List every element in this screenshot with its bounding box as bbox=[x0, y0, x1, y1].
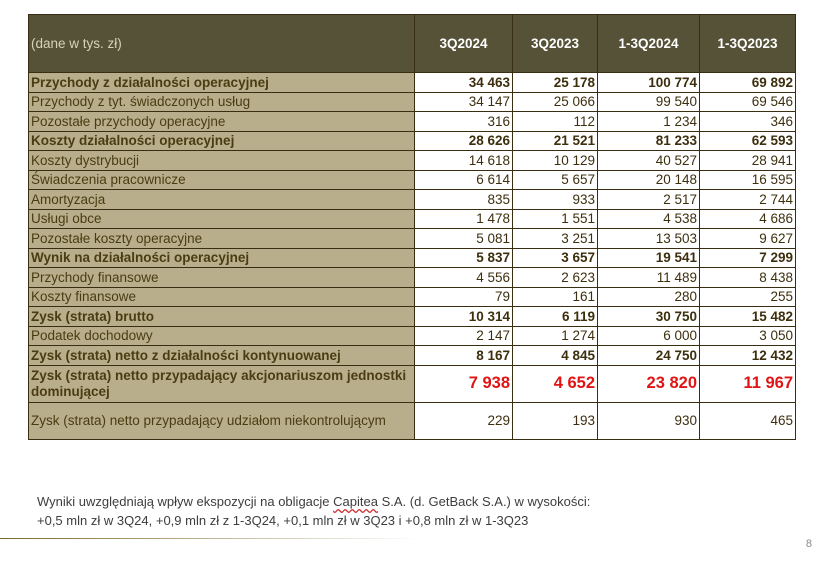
cell-value: 34 147 bbox=[415, 92, 513, 112]
cell-value: 81 233 bbox=[598, 131, 700, 151]
cell-value: 465 bbox=[700, 402, 796, 439]
cell-value: 14 618 bbox=[415, 151, 513, 171]
cell-value: 7 299 bbox=[700, 248, 796, 268]
cell-value: 4 556 bbox=[415, 268, 513, 288]
cell-value: 280 bbox=[598, 287, 700, 307]
column-header-1-3q2024: 1-3Q2024 bbox=[598, 15, 700, 73]
cell-value: 16 595 bbox=[700, 170, 796, 190]
row-label: Przychody z działalności operacyjnej bbox=[29, 73, 415, 93]
cell-value: 10 314 bbox=[415, 307, 513, 327]
table-row bbox=[29, 346, 796, 366]
cell-value: 30 750 bbox=[598, 307, 700, 327]
cell-value: 69 546 bbox=[700, 92, 796, 112]
cell-value: 28 626 bbox=[415, 131, 513, 151]
cell-value: 1 551 bbox=[513, 209, 598, 229]
cell-value: 69 892 bbox=[700, 73, 796, 93]
cell-value: 25 178 bbox=[513, 73, 598, 93]
footnote-line-2: +0,5 mln zł w 3Q24, +0,9 mln zł z 1-3Q24, +0,1 mln zł w 3Q23 i +0,8 mln zł w 1-3Q23 bbox=[37, 513, 529, 528]
row-label: Koszty dystrybucji bbox=[29, 151, 415, 171]
row-label: Przychody finansowe bbox=[29, 268, 415, 288]
row-label: Podatek dochodowy bbox=[29, 326, 415, 346]
cell-value: 11 489 bbox=[598, 268, 700, 288]
table-row bbox=[29, 229, 796, 249]
row-label: Zysk (strata) netto przypadający akcjonariuszom jednostki dominującej bbox=[29, 365, 415, 402]
row-label: Pozostałe koszty operacyjne bbox=[29, 229, 415, 249]
table-header-row bbox=[29, 15, 796, 73]
cell-value: 1 234 bbox=[598, 112, 700, 132]
footnote-text-a: Wyniki uwzględniają wpływ ekspozycji na obligacje bbox=[37, 494, 334, 509]
cell-value: 933 bbox=[513, 190, 598, 210]
cell-value: 15 482 bbox=[700, 307, 796, 327]
cell-value: 19 541 bbox=[598, 248, 700, 268]
table-row bbox=[29, 151, 796, 171]
cell-value: 835 bbox=[415, 190, 513, 210]
footer-divider bbox=[0, 538, 420, 539]
cell-value: 112 bbox=[513, 112, 598, 132]
row-label: Zysk (strata) brutto bbox=[29, 307, 415, 327]
cell-value: 2 147 bbox=[415, 326, 513, 346]
cell-value: 3 657 bbox=[513, 248, 598, 268]
cell-value: 346 bbox=[700, 112, 796, 132]
table-row bbox=[29, 112, 796, 132]
cell-value: 255 bbox=[700, 287, 796, 307]
table-row bbox=[29, 92, 796, 112]
row-label: Świadczenia pracownicze bbox=[29, 170, 415, 190]
cell-value: 6 119 bbox=[513, 307, 598, 327]
cell-value: 11 967 bbox=[700, 365, 796, 402]
cell-value: 28 941 bbox=[700, 151, 796, 171]
row-label: Zysk (strata) netto przypadający udziałom niekontrolującym bbox=[29, 402, 415, 439]
cell-value: 9 627 bbox=[700, 229, 796, 249]
cell-value: 161 bbox=[513, 287, 598, 307]
cell-value: 5 657 bbox=[513, 170, 598, 190]
row-label: Koszty finansowe bbox=[29, 287, 415, 307]
table-row bbox=[29, 73, 796, 93]
table-row bbox=[29, 402, 796, 439]
table-row bbox=[29, 190, 796, 210]
cell-value: 6 000 bbox=[598, 326, 700, 346]
cell-value: 8 438 bbox=[700, 268, 796, 288]
cell-value: 229 bbox=[415, 402, 513, 439]
cell-value: 5 837 bbox=[415, 248, 513, 268]
cell-value: 4 845 bbox=[513, 346, 598, 366]
cell-value: 3 251 bbox=[513, 229, 598, 249]
cell-value: 4 652 bbox=[513, 365, 598, 402]
cell-value: 12 432 bbox=[700, 346, 796, 366]
cell-value: 930 bbox=[598, 402, 700, 439]
cell-value: 23 820 bbox=[598, 365, 700, 402]
cell-value: 1 274 bbox=[513, 326, 598, 346]
table-row bbox=[29, 248, 796, 268]
footnote bbox=[37, 492, 590, 530]
cell-value: 79 bbox=[415, 287, 513, 307]
cell-value: 25 066 bbox=[513, 92, 598, 112]
unit-label: (dane w tys. zł) bbox=[29, 15, 415, 73]
cell-value: 8 167 bbox=[415, 346, 513, 366]
financial-results-table bbox=[28, 14, 796, 440]
cell-value: 24 750 bbox=[598, 346, 700, 366]
cell-value: 2 517 bbox=[598, 190, 700, 210]
table-row bbox=[29, 365, 796, 402]
page-number: 8 bbox=[805, 538, 812, 550]
cell-value: 62 593 bbox=[700, 131, 796, 151]
cell-value: 100 774 bbox=[598, 73, 700, 93]
cell-value: 5 081 bbox=[415, 229, 513, 249]
cell-value: 7 938 bbox=[415, 365, 513, 402]
cell-value: 99 540 bbox=[598, 92, 700, 112]
row-label: Zysk (strata) netto z działalności kontynuowanej bbox=[29, 346, 415, 366]
table-row bbox=[29, 287, 796, 307]
cell-value: 13 503 bbox=[598, 229, 700, 249]
cell-value: 34 463 bbox=[415, 73, 513, 93]
cell-value: 6 614 bbox=[415, 170, 513, 190]
column-header-3q2023: 3Q2023 bbox=[513, 15, 598, 73]
table-row bbox=[29, 326, 796, 346]
cell-value: 20 148 bbox=[598, 170, 700, 190]
cell-value: 21 521 bbox=[513, 131, 598, 151]
row-label: Koszty działalności operacyjnej bbox=[29, 131, 415, 151]
cell-value: 2 623 bbox=[513, 268, 598, 288]
cell-value: 3 050 bbox=[700, 326, 796, 346]
cell-value: 193 bbox=[513, 402, 598, 439]
cell-value: 2 744 bbox=[700, 190, 796, 210]
cell-value: 316 bbox=[415, 112, 513, 132]
cell-value: 40 527 bbox=[598, 151, 700, 171]
table-row bbox=[29, 170, 796, 190]
cell-value: 4 538 bbox=[598, 209, 700, 229]
footnote-line-1 bbox=[37, 492, 590, 511]
row-label: Wynik na działalności operacyjnej bbox=[29, 248, 415, 268]
table-row bbox=[29, 131, 796, 151]
row-label: Usługi obce bbox=[29, 209, 415, 229]
table-row bbox=[29, 307, 796, 327]
footnote-text-b: S.A. (d. GetBack S.A.) w wysokości: bbox=[377, 494, 591, 509]
cell-value: 1 478 bbox=[415, 209, 513, 229]
column-header-3q2024: 3Q2024 bbox=[415, 15, 513, 73]
cell-value: 10 129 bbox=[513, 151, 598, 171]
cell-value: 4 686 bbox=[700, 209, 796, 229]
table-row bbox=[29, 268, 796, 288]
row-label: Amortyzacja bbox=[29, 190, 415, 210]
row-label: Przychody z tyt. świadczonych usług bbox=[29, 92, 415, 112]
table-row bbox=[29, 209, 796, 229]
footnote-company: Capitea bbox=[333, 494, 378, 509]
column-header-1-3q2023: 1-3Q2023 bbox=[700, 15, 796, 73]
row-label: Pozostałe przychody operacyjne bbox=[29, 112, 415, 132]
